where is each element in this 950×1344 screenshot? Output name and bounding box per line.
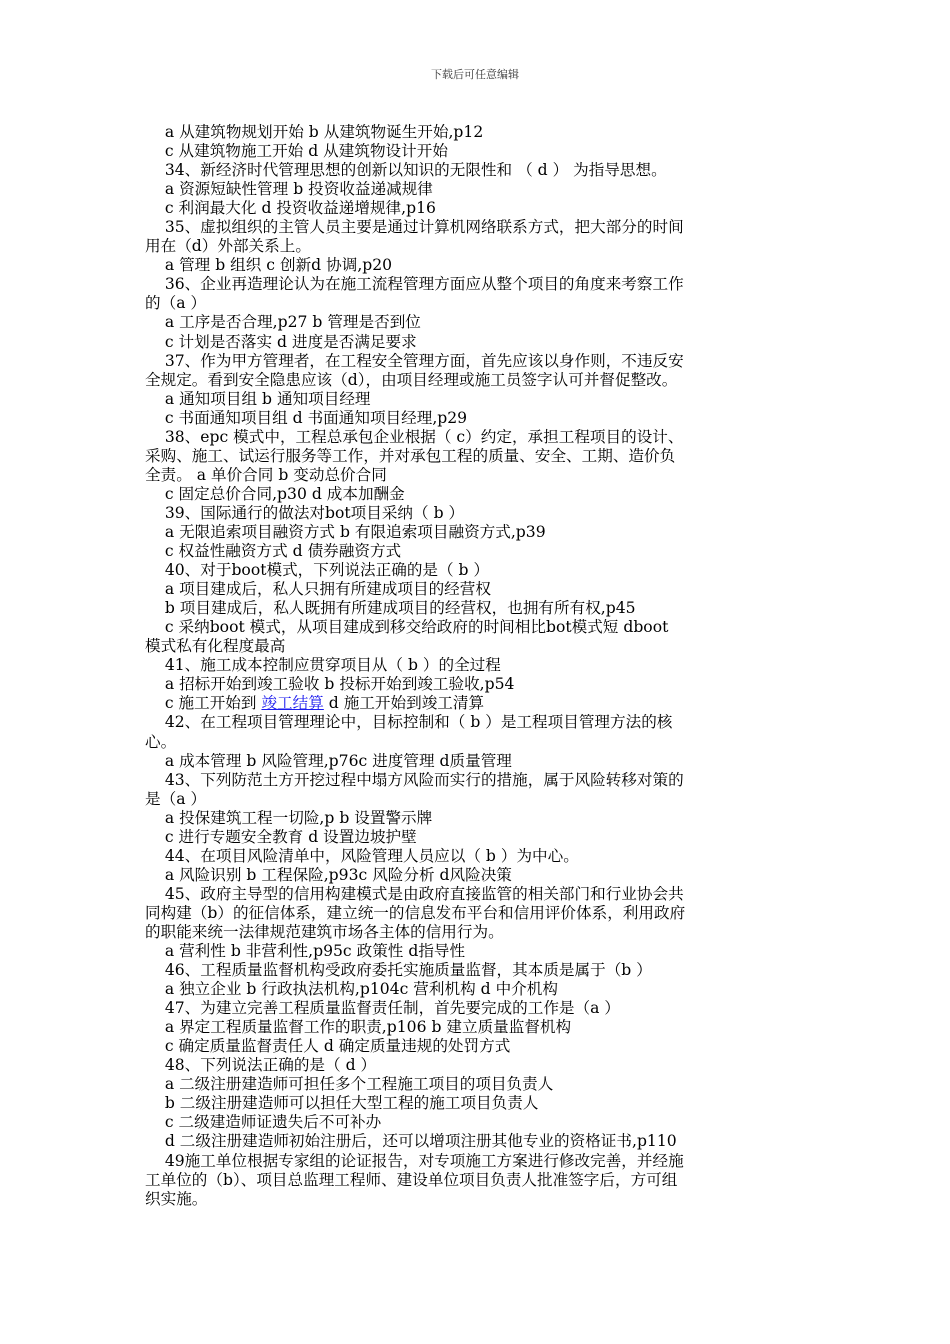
text-line: a 工序是否合理,p27 b 管理是否到位 bbox=[145, 313, 421, 332]
text-line: 的职能来统一法律规范建筑市场各主体的信用行为。 bbox=[145, 922, 504, 941]
text-line: a 管理 b 组织 c 创新d 协调,p20 bbox=[145, 256, 393, 275]
text-line: 44、在项目风险清单中，风险管理人员应以（ b ）为中心。 bbox=[145, 846, 579, 865]
text-line: a 独立企业 b 行政执法机构,p104c 营利机构 d 中介机构 bbox=[145, 980, 558, 999]
text-line: c 利润最大化 d 投资收益递增规律,p16 bbox=[145, 199, 436, 218]
text-line: 39、国际通行的做法对bot项目采纳（ b ） bbox=[145, 503, 465, 522]
text-line: a 成本管理 b 风险管理,p76c 进度管理 d质量管理 bbox=[145, 751, 512, 770]
text-line: a 界定工程质量监督工作的职责,p106 b 建立质量监督机构 bbox=[145, 1018, 572, 1037]
text-line: a 通知项目组 b 通知项目经理 bbox=[145, 389, 371, 408]
text-line: 49施工单位根据专家组的论证报告，对专项施工方案进行修改完善，并经施 bbox=[145, 1151, 684, 1170]
text-line: a 从建筑物规划开始 b 从建筑物诞生开始,p12 bbox=[145, 123, 484, 141]
text-line: c 确定质量监督责任人 d 确定质量违规的处罚方式 bbox=[145, 1037, 511, 1056]
document-body bbox=[145, 123, 805, 1209]
text-line-end: d 施工开始到竣工清算 bbox=[323, 694, 485, 713]
text-line: a 项目建成后，私人只拥有所建成项目的经营权 bbox=[145, 580, 491, 599]
text-line: d 二级注册建造师初始注册后，还可以增项注册其他专业的资格证书,p110 bbox=[145, 1132, 677, 1151]
text-line: a 风险识别 b 工程保险,p93c 风险分析 d风险决策 bbox=[145, 865, 512, 884]
text-line: 37、作为甲方管理者，在工程安全管理方面，首先应该以身作则，不违反安 bbox=[145, 351, 684, 370]
text-line: c 从建筑物施工开始 d 从建筑物设计开始 bbox=[145, 142, 448, 161]
text-line: 的（a ） bbox=[145, 294, 207, 313]
text-line: 心。 bbox=[145, 732, 177, 751]
text-line: 34、新经济时代管理思想的创新以知识的无限性和 （ d ） 为指导思想。 bbox=[145, 161, 667, 180]
text-line: b 项目建成后，私人既拥有所建成项目的经营权，也拥有所有权,p45 bbox=[145, 599, 636, 618]
text-line: 48、下列说法正确的是（ d ） bbox=[145, 1056, 377, 1075]
text-line: 36、企业再造理论认为在施工流程管理方面应从整个项目的角度来考察工作 bbox=[145, 275, 684, 294]
text-line-start: c 施工开始到 bbox=[145, 694, 262, 713]
text-line: c 权益性融资方式 d 债券融资方式 bbox=[145, 542, 402, 561]
text-line: 35、虚拟组织的主管人员主要是通过计算机网络联系方式，把大部分的时间 bbox=[145, 218, 684, 237]
text-line: 织实施。 bbox=[145, 1189, 208, 1208]
text-line: 47、为建立完善工程质量监督责任制，首先要完成的工作是（a ） bbox=[145, 999, 620, 1018]
text-line: a 无限追索项目融资方式 b 有限追索项目融资方式,p39 bbox=[145, 522, 546, 541]
text-line: 模式私有化程度最高 bbox=[145, 637, 286, 656]
text-line: a 投保建筑工程一切险,p b 设置警示牌 bbox=[145, 808, 433, 827]
text-line: 用在（d）外部关系上。 bbox=[145, 237, 311, 256]
text-line: c 二级建造师证遗失后不可补办 bbox=[145, 1113, 382, 1132]
text-line: a 营利性 b 非营利性,p95c 政策性 d指导性 bbox=[145, 942, 466, 961]
text-line: 46、工程质量监督机构受政府委托实施质量监督，其本质是属于（b ） bbox=[145, 961, 652, 980]
text-line: 工单位的（b）、项目总监理工程师、建设单位项目负责人批准签字后，方可组 bbox=[145, 1170, 678, 1189]
text-line: a 招标开始到竣工验收 b 投标开始到竣工验收,p54 bbox=[145, 675, 515, 694]
text-line: a 资源短缺性管理 b 投资收益递减规律 bbox=[145, 180, 433, 199]
text-line: c 计划是否落实 d 进度是否满足要求 bbox=[145, 332, 417, 351]
text-line: 45、政府主导型的信用构建模式是由政府直接监管的相关部门和行业协会共 bbox=[145, 884, 684, 903]
text-line: 全责。 a 单价合同 b 变动总价合同 bbox=[145, 465, 387, 484]
text-line: 41、施工成本控制应贯穿项目从（ b ）的全过程 bbox=[145, 656, 501, 675]
text-line: 是（a ） bbox=[145, 789, 207, 808]
text-line: c 书面通知项目组 d 书面通知项目经理,p29 bbox=[145, 408, 468, 427]
text-line-with-link bbox=[145, 694, 805, 713]
page-header: 下载后可任意编辑 bbox=[431, 68, 519, 81]
text-line: a 二级注册建造师可担任多个工程施工项目的项目负责人 bbox=[145, 1075, 554, 1094]
text-line: b 二级注册建造师可以担任大型工程的施工项目负责人 bbox=[145, 1094, 539, 1113]
text-line: c 采纳boot 模式，从项目建成到移交给政府的时间相比bot模式短 dboot bbox=[145, 618, 669, 637]
text-line: c 进行专题安全教育 d 设置边坡护壁 bbox=[145, 827, 417, 846]
text-line: 同构建（b）的征信体系，建立统一的信息发布平台和信用评价体系，利用政府 bbox=[145, 903, 686, 922]
jungong-jiesuan-link[interactable]: 竣工结算 bbox=[261, 694, 324, 713]
text-line: 42、在工程项目管理理论中，目标控制和（ b ）是工程项目管理方法的核 bbox=[145, 713, 673, 732]
text-line: 全规定。看到安全隐患应该（d），由项目经理或施工员签字认可并督促整改。 bbox=[145, 370, 678, 389]
text-line: 43、下列防范土方开挖过程中塌方风险而实行的措施，属于风险转移对策的 bbox=[145, 770, 684, 789]
text-line: 采购、施工、试运行服务等工作，并对承包工程的质量、安全、工期、造价负 bbox=[145, 446, 676, 465]
text-line: c 固定总价合同,p30 d 成本加酬金 bbox=[145, 484, 405, 503]
text-line: 40、对于boot模式，下列说法正确的是（ b ） bbox=[145, 561, 490, 580]
text-line: 38、epc 模式中，工程总承包企业根据（ c）约定，承担工程项目的设计、 bbox=[145, 427, 684, 446]
